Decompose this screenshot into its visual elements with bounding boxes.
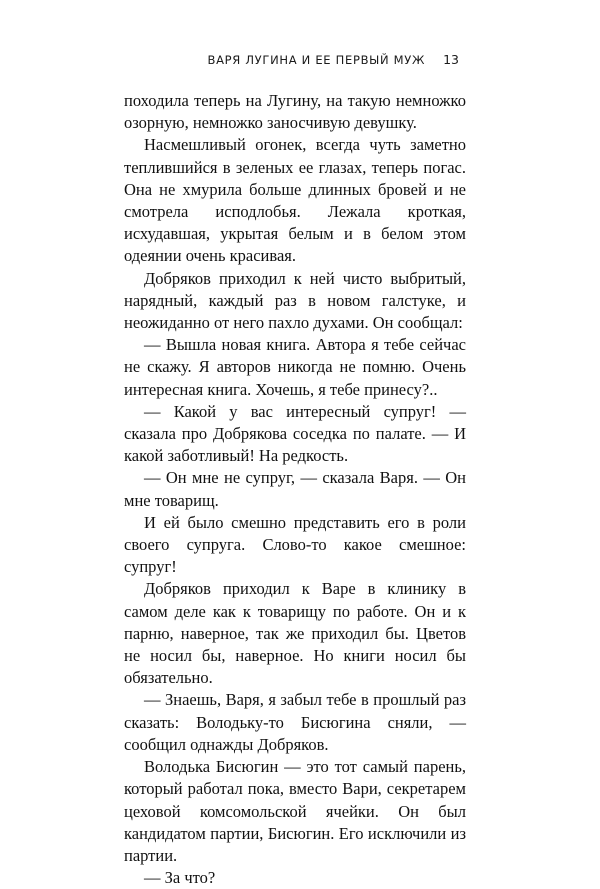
running-head bbox=[208, 52, 460, 67]
page-number: 13 bbox=[443, 52, 459, 67]
paragraph: И ей было смешно представить его в роли своего супруга. Слово-то какое смешное: супруг! bbox=[124, 512, 466, 577]
body-text bbox=[124, 90, 466, 889]
paragraph: — Знаешь, Варя, я забыл тебе в прошлый раз сказать: Володьку-то Бисюгина сняли, — сообщил однажды Добряков. bbox=[124, 690, 466, 754]
running-title: ВАРЯ ЛУГИНА И ЕЕ ПЕРВЫЙ МУЖ bbox=[207, 53, 426, 67]
paragraph: Добряков приходил к Варе в клинику в самом деле как к товарищу по работе. Он и к парню, наверное, так же приходил бы. Цветов не носил бы, наверное. Но книги носил бы обязательно. bbox=[124, 579, 466, 688]
paragraph: Добряков приходил к ней чисто выбритый, нарядный, каждый раз в новом галстуке, и неожиданно от него пахло духами. Он сообщал: bbox=[124, 268, 466, 333]
paragraph: — За что? bbox=[144, 868, 216, 888]
paragraph: — Вышла новая книга. Автора я тебе сейчас не скажу. Я авторов никогда не помню. Очень интересная книга. Хочешь, я тебе принесу?.. bbox=[124, 335, 466, 399]
paragraph: — Какой у вас интересный супруг! — сказала про Добрякова соседка по палате. — И какой заботливый! На редкость. bbox=[124, 401, 466, 466]
paragraph: — Он мне не супруг, — сказала Варя. — Он мне товарищ. bbox=[124, 468, 466, 510]
paragraph: Насмешливый огонек, всегда чуть заметно теплившийся в зеленых ее глазах, теперь погас. Она не хмурила больше длинных бровей и не смотрела исподлобья. Лежала кроткая, исхудавшая, укрытая белым и в белом этом одеянии очень красивая. bbox=[124, 135, 466, 266]
paragraph: походила теперь на Лугину, на такую немножко озорную, немножко заносчивую девушку. bbox=[124, 91, 466, 133]
paragraph: Володька Бисюгин — это тот самый парень, который работал пока, вместо Вари, секретарем цеховой комсомольской ячейки. Он был кандидатом партии, Бисюгин. Его исключили из партии. bbox=[124, 757, 466, 865]
